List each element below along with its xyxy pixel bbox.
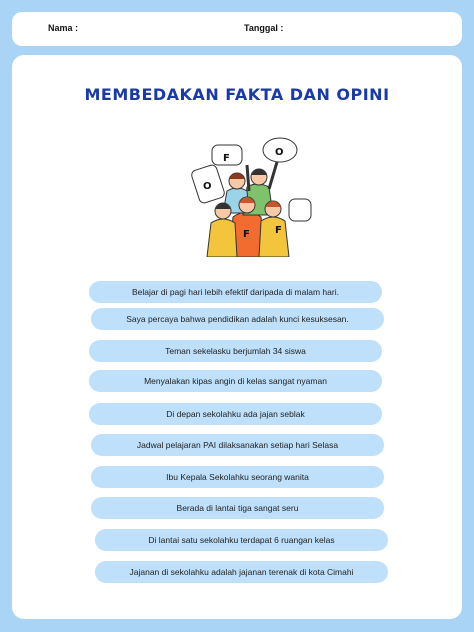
header-bar bbox=[12, 12, 462, 46]
statement-pill[interactable]: Berada di lantai tiga sangat seru bbox=[91, 497, 384, 519]
statement-pill[interactable]: Belajar di pagi hari lebih efektif daripada di malam hari. bbox=[89, 281, 382, 303]
sign-letter: F bbox=[243, 229, 250, 240]
statement-pill[interactable]: Menyalakan kipas angin di kelas sangat nyaman bbox=[89, 370, 382, 392]
sign-letter: F bbox=[223, 153, 230, 164]
page-title: MEMBEDAKAN FAKTA DAN OPINI bbox=[84, 85, 390, 104]
statement-pill[interactable]: Jajanan di sekolahku adalah jajanan terenak di kota Cimahi bbox=[95, 561, 388, 583]
worksheet-card bbox=[12, 55, 462, 619]
nama-label: Nama : bbox=[48, 23, 79, 33]
statement-pill[interactable]: Di depan sekolahku ada jajan seblak bbox=[89, 403, 382, 425]
tanggal-label: Tanggal : bbox=[244, 23, 284, 33]
sign-letter: O bbox=[203, 181, 212, 192]
sign-letter: O bbox=[275, 147, 284, 158]
statement-pill[interactable]: Teman sekelasku berjumlah 34 siswa bbox=[89, 340, 382, 362]
statement-pill[interactable]: Saya percaya bahwa pendidikan adalah kunci kesuksesan. bbox=[91, 308, 384, 330]
statement-pill[interactable]: Di lantai satu sekolahku terdapat 6 ruangan kelas bbox=[95, 529, 388, 551]
statement-pill[interactable]: Jadwal pelajaran PAI dilaksanakan setiap hari Selasa bbox=[91, 434, 384, 456]
sign-letter: F bbox=[275, 225, 282, 236]
people-holding-signs-illustration bbox=[177, 137, 317, 257]
statement-pill[interactable]: Ibu Kepala Sekolahku seorang wanita bbox=[91, 466, 384, 488]
